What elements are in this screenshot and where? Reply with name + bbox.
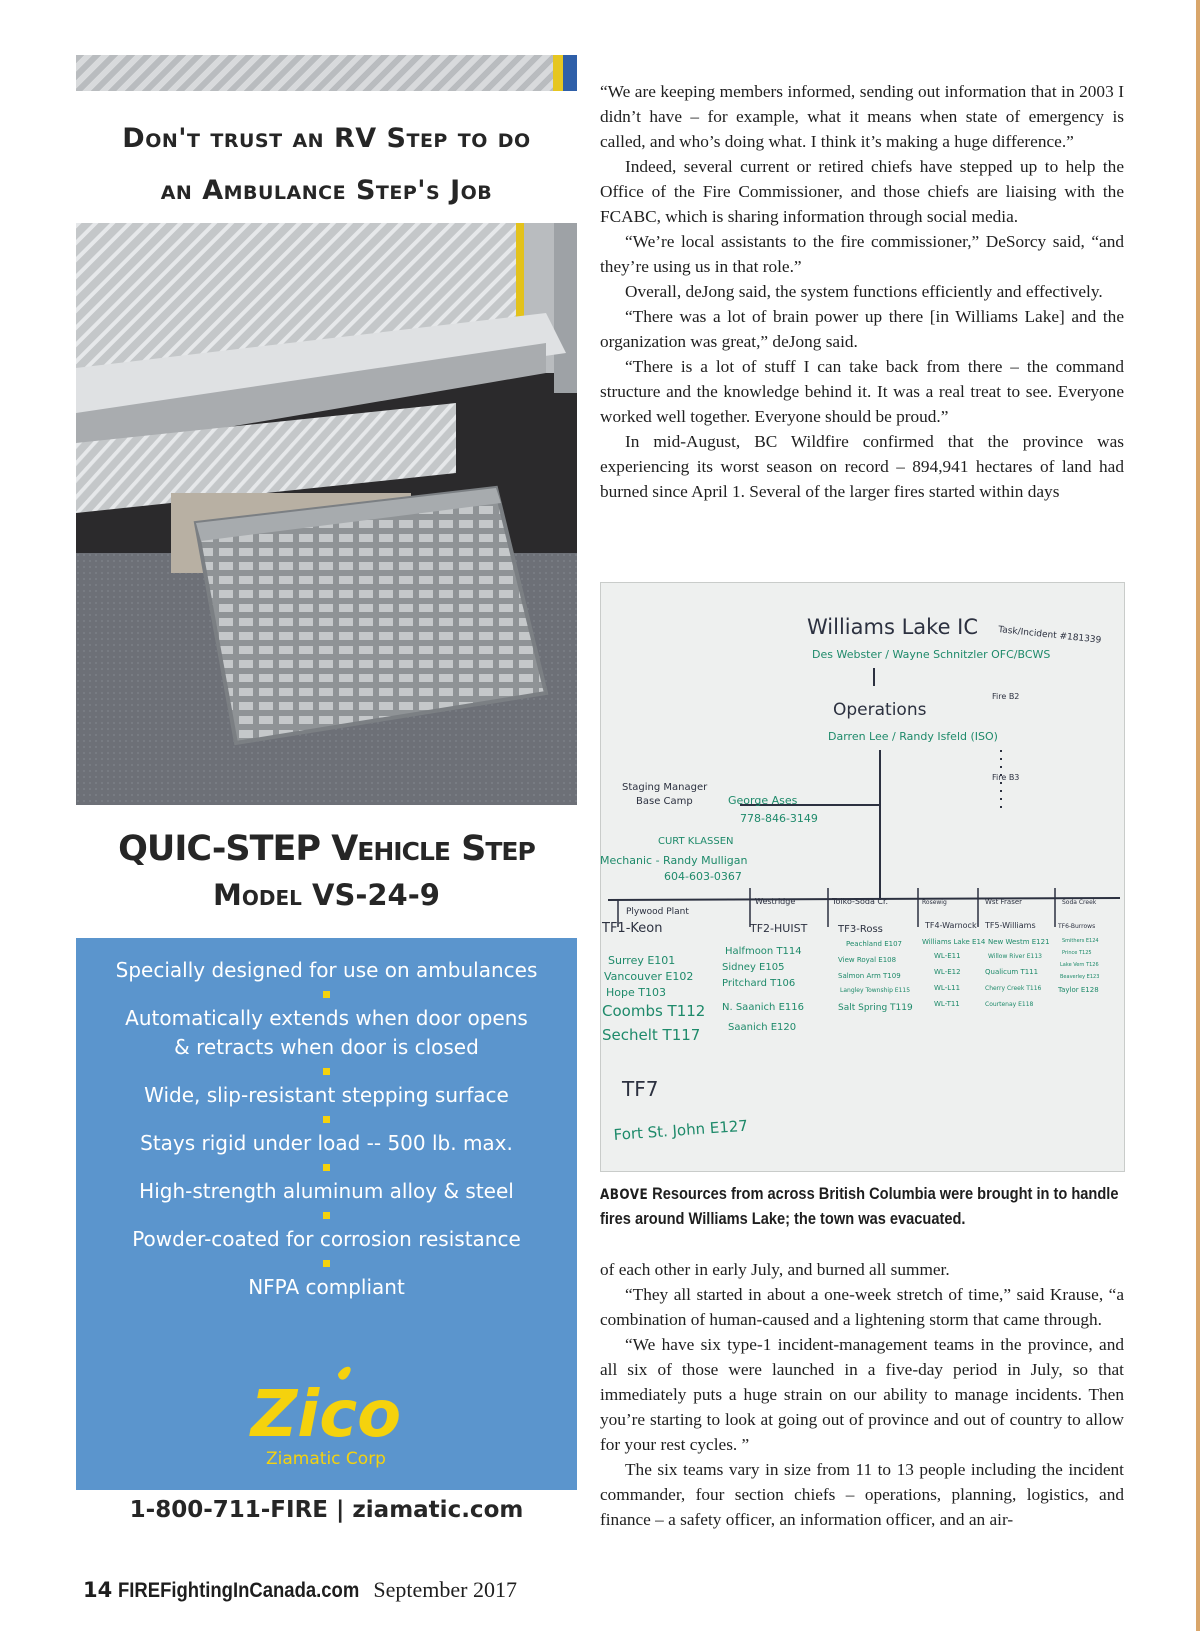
wb-tf-item: Peachland E107 xyxy=(846,940,902,948)
article-paragraph: “We have six type-1 incident-management teams in the province, and all six of those were launched in a five-day period in July, so that immediately puts a huge strain on our ability to manage incidents. Then you’re starting to look at going out of province and out of country to allow for your rest cycles. ” xyxy=(600,1335,1124,1454)
wb-mechanic: Mechanic - Randy Mulligan xyxy=(600,854,748,867)
page-number: 14 xyxy=(83,1578,113,1602)
page-edge xyxy=(1196,0,1200,1631)
bullet-square-icon xyxy=(323,1212,330,1219)
wb-tf-item: Fort St. John E127 xyxy=(613,1116,749,1144)
ad-headline-line2: an Ambulance Step's Job xyxy=(160,175,493,206)
ad-features-panel xyxy=(76,938,577,1490)
wb-group: Westridge xyxy=(755,897,796,906)
wb-base-camp: Base Camp xyxy=(636,796,693,807)
wb-tf-item: Smithers E124 xyxy=(1062,938,1099,944)
wb-tf-item: Sechelt T117 xyxy=(602,1026,701,1044)
ad-contact: 1-800-711-FIRE | ziamatic.com xyxy=(129,1497,524,1523)
wb-tf-item: WL-L11 xyxy=(934,984,961,992)
ad-feature: Wide, slip-resistant stepping surface xyxy=(144,1083,509,1107)
wb-tf-item: New Westm E121 xyxy=(988,938,1050,946)
wb-tf-item: Salt Spring T119 xyxy=(838,1003,913,1013)
wb-tf-item: Vancouver E102 xyxy=(604,970,694,983)
ad-feature: & retracts when door is closed xyxy=(174,1035,479,1059)
wb-group: Rosewig xyxy=(922,899,947,906)
wb-staging-manager: Staging Manager xyxy=(622,782,708,793)
wb-mechanic-phone: 604-603-0367 xyxy=(664,870,742,883)
wb-tf-heading: TF6-Burrows xyxy=(1058,923,1096,930)
wb-tf-item: Qualicum T111 xyxy=(985,968,1039,976)
wb-tf-heading: TF7 xyxy=(622,1077,659,1101)
wb-tf-item: WL-E11 xyxy=(934,952,961,960)
wb-tf-item: Pritchard T106 xyxy=(722,978,796,989)
page-footer xyxy=(83,1577,517,1603)
ad-headline xyxy=(76,113,577,217)
wb-tf-item: Courtenay E118 xyxy=(985,1001,1034,1008)
wb-tf-item: Williams Lake E14 xyxy=(922,938,986,946)
wb-group: Plywood Plant xyxy=(626,907,689,917)
article-paragraph: “There was a lot of brain power up there [in Williams Lake] and the organization was great,” deJong said. xyxy=(600,307,1124,351)
ad-product-name: QUIC-STEP Vehicle Step xyxy=(118,829,535,869)
wb-task-number: Task/Incident #181339 xyxy=(997,625,1102,646)
wb-tf-item: N. Saanich E116 xyxy=(722,1002,804,1013)
wb-tf-item: View Royal E108 xyxy=(838,956,897,964)
wb-tf-heading: TF3-Ross xyxy=(838,924,883,935)
caption-text: Resources from across British Columbia were brought in to handle fires around Williams Lake; the town was evacuated. xyxy=(600,1184,1119,1228)
whiteboard-photo xyxy=(600,582,1125,1172)
wb-title: Williams Lake IC xyxy=(807,615,979,639)
wb-tf-item: Coombs T112 xyxy=(602,1002,706,1020)
ad-yellow-trim xyxy=(553,55,563,91)
article-paragraph: “They all started in about a one-week stretch of time,” said Krause, “a combination of human-caused and a lightening storm that came through. xyxy=(600,1285,1124,1329)
article-paragraph: of each other in early July, and burned all summer. xyxy=(600,1260,950,1279)
ad-blue-trim xyxy=(563,55,577,91)
ad-feature: Specially designed for use on ambulances xyxy=(115,958,538,982)
ad-feature: Stays rigid under load -- 500 lb. max. xyxy=(140,1131,513,1155)
ad-features-list xyxy=(76,956,577,1302)
wb-tf-item: Salmon Arm T109 xyxy=(838,972,901,980)
article-paragraph: The six teams vary in size from 11 to 13 people including the incident commander, four section chiefs – operations, planning, logistics, and finance – a safety officer, an information officer, and an air- xyxy=(600,1460,1124,1529)
wb-tf-item: Lake Vern T126 xyxy=(1060,962,1099,968)
wb-tf-item: Prince T125 xyxy=(1062,950,1092,956)
wb-tf-item: Willow River E113 xyxy=(988,953,1042,960)
wb-tf-item: Beaverley E123 xyxy=(1060,974,1100,980)
wb-operations: Operations xyxy=(833,700,927,720)
wb-tf-item: Cherry Creek T116 xyxy=(985,985,1042,992)
wb-tf-item: Hope T103 xyxy=(606,986,666,999)
wb-commanders: Des Webster / Wayne Schnitzler OFC/BCWS xyxy=(812,648,1051,661)
article-text-top xyxy=(600,79,1124,504)
article-paragraph: Overall, deJong said, the system functions efficiently and effectively. xyxy=(625,282,1103,301)
ad-feature: High-strength aluminum alloy & steel xyxy=(139,1179,514,1203)
wb-tf-heading: TF1-Keon xyxy=(602,921,663,936)
article-text-bottom xyxy=(600,1257,1124,1532)
photo-caption xyxy=(600,1182,1125,1231)
wb-tf-item: WL-E12 xyxy=(934,968,961,976)
wb-group: Soda Creek xyxy=(1062,899,1097,906)
ad-top-photo-strip xyxy=(76,55,577,91)
article-paragraph: In mid-August, BC Wildfire confirmed that the province was experiencing its worst season on record – 894,941 hectares of land had burned since April 1. Several of the larger fires started within days xyxy=(600,432,1124,501)
wb-staging-name: George Ases xyxy=(728,794,798,807)
bullet-square-icon xyxy=(323,991,330,998)
wb-tf-item: Sidney E105 xyxy=(722,962,785,973)
article-paragraph: “We are keeping members informed, sending out information that in 2003 I didn’t have – for example, what it means when state of emergency is called, and who’s doing what. I think it’s making a huge difference.” xyxy=(600,82,1124,151)
ad-feature: Automatically extends when door opens xyxy=(125,1006,528,1030)
bullet-square-icon xyxy=(323,1260,330,1267)
article-paragraph: “We’re local assistants to the fire commissioner,” DeSorcy said, “and they’re using us in that role.” xyxy=(600,232,1124,276)
article-paragraph: “There is a lot of stuff I can take back from there – the command structure and the knowledge behind it. It was a real treat to see. Everyone worked well together. Everyone should be proud.” xyxy=(600,357,1124,426)
bullet-square-icon xyxy=(323,1116,330,1123)
ad-product-title xyxy=(76,825,577,917)
bullet-square-icon xyxy=(323,1068,330,1075)
article-paragraph: Indeed, several current or retired chiefs have stepped up to help the Office of the Fire Commissioner, and those chiefs are liaising with the FCABC, which is sharing information through social media. xyxy=(600,157,1124,226)
wb-tf-item: Surrey E101 xyxy=(608,954,676,967)
wb-staging-contact: CURT KLASSEN xyxy=(658,836,734,847)
wb-tf-heading: TF2-HUIST xyxy=(750,922,808,935)
ad-feature: Powder-coated for corrosion resistance xyxy=(132,1227,521,1251)
wb-tf-item: Taylor E128 xyxy=(1058,986,1099,994)
wb-tf-heading: TF5-Williams xyxy=(985,921,1036,930)
wb-tf-heading: TF4-Warnock xyxy=(925,921,977,930)
wb-group: Tolko-Soda Cr. xyxy=(832,897,889,906)
issue-date: September 2017 xyxy=(373,1577,517,1602)
ad-headline-line1: Don't trust an RV Step to do xyxy=(122,123,531,154)
wb-staging-phone: 778-846-3149 xyxy=(740,812,818,825)
zico-logo xyxy=(76,1366,577,1476)
zico-logo-text: Zico xyxy=(250,1378,402,1452)
wb-tf-item: Saanich E120 xyxy=(728,1022,797,1033)
ad-model: Model VS-24-9 xyxy=(213,878,440,912)
zico-logo-subtext: Ziamatic Corp xyxy=(266,1449,386,1469)
wb-tf-item: Halfmoon T114 xyxy=(725,946,802,957)
wb-tf-item: WL-T11 xyxy=(934,1000,960,1008)
wb-tf-item: Langley Township E115 xyxy=(840,987,911,994)
advertisement xyxy=(76,55,577,1555)
ad-feature: NFPA compliant xyxy=(248,1275,405,1299)
wb-fire-b2: Fire B2 xyxy=(992,692,1020,701)
ad-product-photo xyxy=(76,223,577,805)
caption-label: ABOVE xyxy=(600,1187,649,1203)
magazine-name: FIREFightingInCanada.com xyxy=(117,1579,360,1602)
wb-group: Wst Fraser xyxy=(985,898,1023,906)
wb-operations-chiefs: Darren Lee / Randy Isfeld (ISO) xyxy=(828,730,998,743)
wb-fire-b3: Fire B3 xyxy=(992,773,1020,782)
bullet-square-icon xyxy=(323,1164,330,1171)
